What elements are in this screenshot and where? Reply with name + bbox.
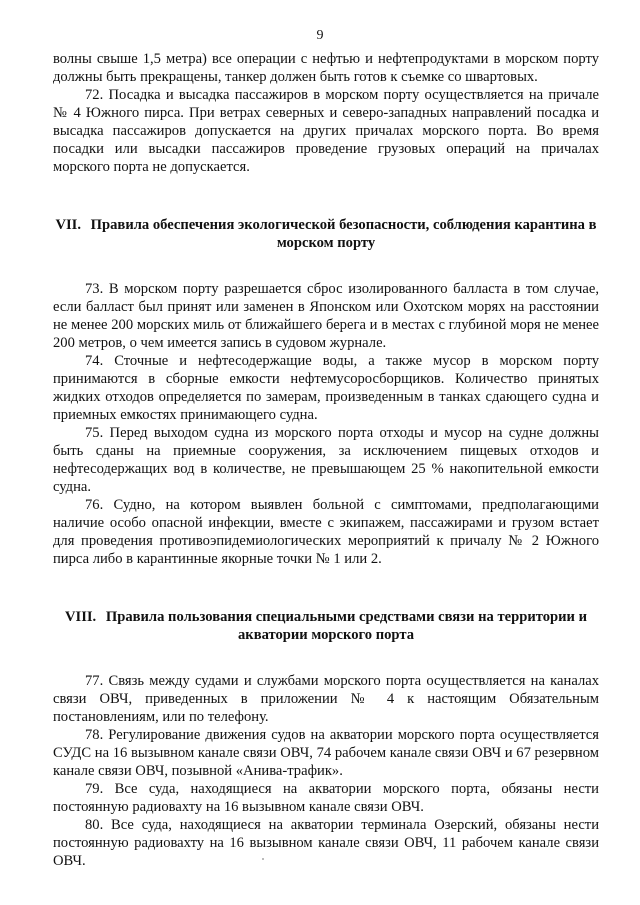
section-title-viii: Правила пользования специальными средствами связи на территории и акватории морского порта: [105, 609, 588, 643]
paragraph-73: 73. В морском порту разрешается сброс изолированного балласта в том случае, если балласт был принят или заменен в Японском или Охотском морях на расстоянии не менее 200 морских миль от ближайшего берега и в местах с глубиной моря не менее 200 метров, о чем имеется запись в судовом журнале.: [53, 281, 599, 351]
section-number-viii: VIII.: [64, 609, 97, 625]
page-number: 9: [316, 28, 324, 43]
paragraph-74: 74. Сточные и нефтесодержащие воды, а также мусор в морском порту принимаются в сборные емкости нефтемусоросборщиков. Количество принятых жидких отходов определяется по замерам, произведенным в танках сдающего судна и приемных емкостях принимающего судна.: [53, 353, 599, 423]
paragraph-80: 80. Все суда, находящиеся на акватории терминала Озерский, обязаны нести постоянную радиовахту на 16 вызывном канале связи ОВЧ, 11 рабочем канале связи ОВЧ.: [53, 817, 599, 869]
paragraph-77: 77. Связь между судами и службами морского порта осуществляется на каналах связи ОВЧ, приведенных в приложении № 4 к настоящим Обязательным постановлениям, или по телефону.: [53, 673, 599, 725]
scan-artifact: [262, 858, 264, 860]
paragraph-75: 75. Перед выходом судна из морского порта отходы и мусор на судне должны быть сданы на приемные сооружения, за исключением пищевых отходов и нефтесодержащих вод в количестве, не превышающем 25 % накопительной емкости судна.: [53, 425, 599, 495]
section-number-vii: VII.: [55, 217, 82, 233]
paragraph-79: 79. Все суда, находящиеся на акватории морского порта, обязаны нести постоянную радиовахту на 16 вызывном канале связи ОВЧ.: [53, 781, 599, 815]
section-heading-viii: [53, 608, 599, 644]
paragraph-78: 78. Регулирование движения судов на акватории морского порта осуществляется СУДС на 16 вызывном канале связи ОВЧ, 74 рабочем канале связи ОВЧ и 67 резервном канале связи ОВЧ, позывной «Анива-трафик».: [53, 727, 599, 779]
paragraph-76: 76. Судно, на котором выявлен больной с симптомами, предполагающими наличие особо опасной инфекции, вместе с экипажем, пассажирами и грузом встает для проведения противоэпидемиологических мероприятий к причалу № 2 Южного пирса либо в карантинные якорные точки № 1 или 2.: [53, 497, 599, 567]
paragraph-72: 72. Посадка и высадка пассажиров в морском порту осуществляется на причале № 4 Южного пирса. При ветрах северных и северо-западных направлений посадка и высадка пассажиров допускается на других причалах морского порта. Во время посадки или высадки пассажиров проведение грузовых операций на причалах морского порта не допускается.: [53, 87, 599, 175]
document-body: [53, 50, 599, 870]
section-title-vii: Правила обеспечения экологической безопасности, соблюдения карантина в морском порту: [90, 217, 597, 251]
section-heading-vii: [53, 216, 599, 252]
paragraph-71-continuation: волны свыше 1,5 метра) все операции с нефтью и нефтепродуктами в морском порту должны быть прекращены, танкер должен быть готов к съемке со швартовых.: [53, 51, 599, 85]
